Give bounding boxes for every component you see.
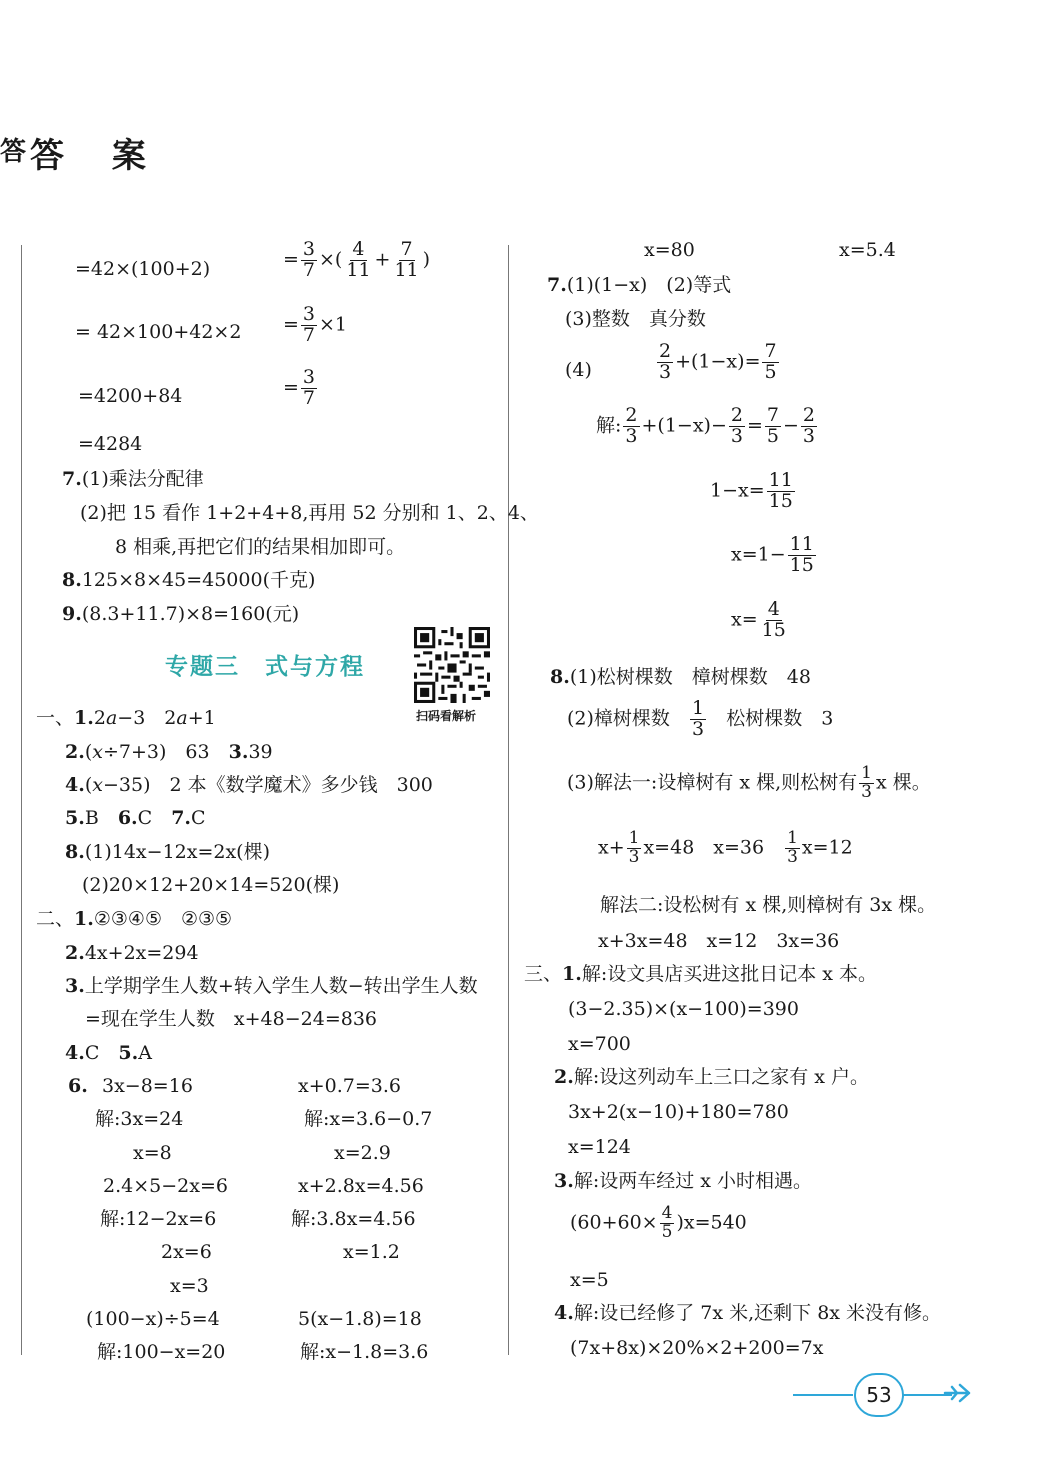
airplane-icon: [942, 1378, 972, 1408]
left-line-2b: = $\frac{3}{7}$ ×1: [283, 303, 348, 346]
page-number: 53: [854, 1373, 904, 1417]
q8: 8.125×8×45=45000(千克): [62, 569, 316, 591]
eq-9b: 解:x−1.8=3.6: [300, 1341, 429, 1363]
s1-8b: (2)20×12+20×14=520(棵): [82, 874, 340, 896]
s1-8a: 8.(1)14x−12x=2x(棵): [65, 841, 271, 863]
r-q7-3: (3)整数 真分数: [565, 308, 706, 330]
r-s3-4b: (7x+8x)×20%×2+200=7x: [570, 1337, 824, 1359]
r-s3-2: 2.解:设这列动车上三口之家有 x 户。: [554, 1066, 870, 1088]
eq-2a: 解:3x=24: [95, 1108, 184, 1130]
left-line-4: =4284: [78, 433, 143, 455]
r-q7-1: 7.(1)(1−x) (2)等式: [547, 274, 732, 296]
r-s3-1c: x=700: [568, 1033, 631, 1055]
r-sol-1: 解: $\frac{2}{3}$ +(1−x)− $\frac{2}{3}$ = $\frac{7}{5}$ − $\frac{2}{3}$: [596, 404, 816, 447]
r-sol-3: x=1− $\frac{11}{15}$: [731, 533, 814, 576]
r-s3-2c: x=124: [568, 1136, 631, 1158]
r-s3-2b: 3x+2(x−10)+180=780: [568, 1101, 789, 1123]
q7-2a: (2)把 15 看作 1+2+4+8,再用 52 分别和 1、2、4、: [80, 502, 539, 524]
qr-caption: 扫码看解析: [416, 709, 477, 723]
r-q7-4-label: (4): [565, 359, 592, 381]
left-line-2a: = 42×100+42×2: [75, 321, 242, 343]
eq-1a: 3x−8=16: [102, 1075, 193, 1097]
left-line-1a: =42×(100+2): [75, 258, 211, 280]
r-q8-5: 解法二:设松树有 x 棵,则樟树有 3x 棵。: [600, 894, 937, 916]
r-s3-3c: x=5: [570, 1269, 609, 1291]
s1-1: 一、1.2a−3 2a+1: [36, 707, 216, 729]
eq-3b: x=2.9: [334, 1142, 391, 1164]
topic-title: 专题三 式与方程: [165, 653, 365, 680]
eq-8b: 5(x−1.8)=18: [298, 1308, 422, 1330]
column-divider: [508, 245, 509, 1355]
eq-5b: 解:3.8x=4.56: [291, 1208, 416, 1230]
r-s3-3: 3.解:设两车经过 x 小时相遇。: [554, 1170, 813, 1192]
q9: 9.(8.3+11.7)×8=160(元): [62, 603, 300, 625]
page-title: 答 案: [30, 136, 164, 176]
s1-5-7: 5.B 6.C 7.C: [65, 807, 206, 829]
r-q7-4-eq: $\frac{2}{3}$ +(1−x)= $\frac{7}{5}$: [659, 340, 777, 383]
eq-5a: 解:12−2x=6: [100, 1208, 217, 1230]
r-sol-2: 1−x= $\frac{11}{15}$: [710, 469, 793, 512]
r-s3-1: 三、1.解:设文具店买进这批日记本 x 本。: [524, 963, 878, 985]
eq-1b: x+0.7=3.6: [298, 1075, 401, 1097]
s2-3a: 3.上学期学生人数+转入学生人数−转出学生人数: [65, 975, 478, 997]
s2-2: 2.4x+2x=294: [65, 942, 199, 964]
left-line-3b: = $\frac{3}{7}$: [283, 366, 316, 409]
eq-4a: 2.4×5−2x=6: [103, 1175, 228, 1197]
r-q8-1: 8.(1)松树棵数 樟树棵数 48: [550, 666, 811, 688]
s2-1: 二、1.②③④⑤ ②③⑤: [36, 908, 233, 930]
eq-4b: x+2.8x=4.56: [298, 1175, 424, 1197]
eq-6a: 2x=6: [161, 1241, 212, 1263]
left-margin-rule: [21, 245, 22, 1355]
r-q8-6: x+3x=48 x=12 3x=36: [598, 930, 840, 952]
left-line-1b: = $\frac{3}{7}$ ×( $\frac{4}{11}$ + $\frac{7}{11}$ ): [283, 238, 431, 281]
r-q8-3: (3)解法一:设樟树有 x 棵,则松树有 $\frac{1}{3}$ x 棵。: [567, 763, 931, 802]
s2-6-label: 6.: [68, 1075, 88, 1097]
left-line-3a: =4200+84: [78, 385, 183, 407]
eq-3a: x=8: [133, 1142, 172, 1164]
s2-3b: =现在学生人数 x+48−24=836: [85, 1008, 378, 1030]
r-s3-4: 4.解:设已经修了 7x 米,还剩下 8x 米没有修。: [554, 1302, 942, 1324]
eq-7a: x=3: [170, 1275, 209, 1297]
eq-2b: 解:x=3.6−0.7: [304, 1108, 433, 1130]
footer-rule-left: [793, 1394, 853, 1396]
eq-9a: 解:100−x=20: [97, 1341, 226, 1363]
header-mark: 答: [0, 137, 27, 167]
s1-4: 4.(x−35) 2 本《数学魔术》多少钱 300: [65, 774, 433, 796]
q7-1: 7.(1)乘法分配律: [62, 468, 204, 490]
eq-6b: x=1.2: [343, 1241, 400, 1263]
right-line-0b: x=5.4: [839, 239, 896, 261]
q7-2b: 8 相乘,再把它们的结果相加即可。: [115, 536, 406, 558]
r-q8-2: (2)樟树棵数 $\frac{1}{3}$ 松树棵数 3: [567, 697, 834, 740]
s2-4-5: 4.C 5.A: [65, 1042, 152, 1064]
r-q8-4: x+ $\frac{1}{3}$ x=48 x=36 $\frac{1}{3}$ x=12: [598, 828, 853, 867]
r-sol-4: x= $\frac{4}{15}$: [731, 598, 786, 641]
eq-8a: (100−x)÷5=4: [86, 1308, 220, 1330]
r-s3-1b: (3−2.35)×(x−100)=390: [568, 998, 799, 1020]
r-s3-3a: (60+60× $\frac{4}{5}$ )x=540: [570, 1203, 747, 1242]
right-line-0a: x=80: [644, 239, 695, 261]
qr-code[interactable]: [414, 627, 490, 703]
s1-2: 2.(x÷7+3) 63 3.39: [65, 741, 273, 763]
